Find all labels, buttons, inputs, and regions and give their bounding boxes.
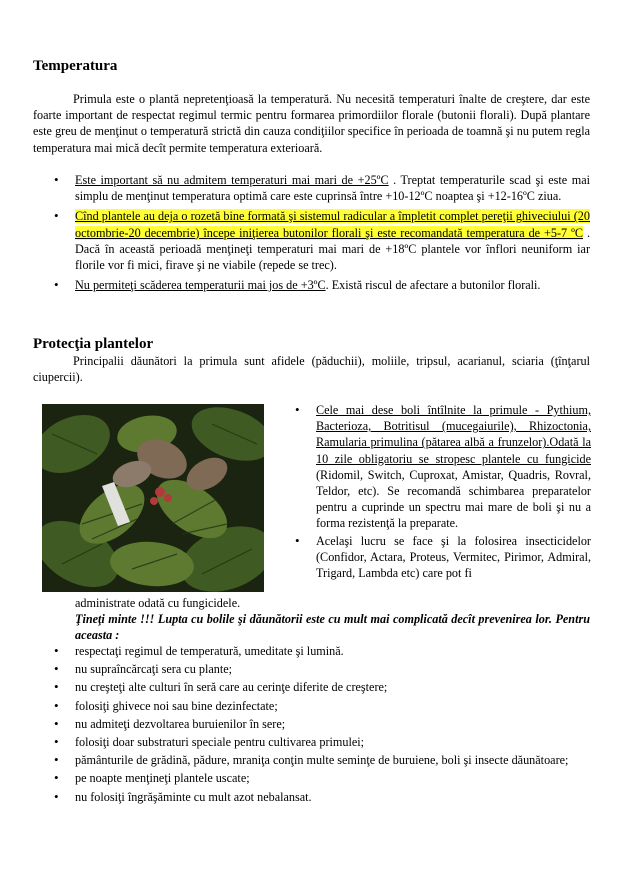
list-item: • Acelaşi lucru se face şi la folosirea insecticidelor (Confidor, Actara, Proteus, Vermitec, Pirimor, Admiral, Trigard, Lambda etc) care pot fi	[316, 533, 591, 582]
list-item: • Cele mai dese boli întîlnite la primule - Pythium, Bacterioza, Botritisul (mucegaiurile), Rhizoctonia, Ramularia primulina (pătarea albă a frunzelor).Odată la 10 zile obligatoriu se stropesc plantele cu fungicide (Ridomil, Switch, Cuproxat, Amistar, Quadris, Rovral, Teldor, etc). Se recomandă schimbarea preparatelor pentru a cuprinde un spectru mai mare de boli şi nu a forma rezistenţă la preparate.	[316, 402, 591, 532]
list-item: • nu admiteţi dezvoltarea buruienilor în sere;	[75, 716, 590, 732]
insecticide-continuation: administrate odată cu fungicidele.	[75, 596, 241, 610]
section-heading-protectia: Protecţia plantelor	[33, 336, 154, 352]
primula-plant-photo	[42, 404, 264, 592]
list-item: • folosiţi doar substraturi speciale pentru cultivarea primulei;	[75, 734, 590, 750]
section-heading-temperatura: Temperatura	[33, 58, 118, 74]
list-item: • pământurile de grădină, pădure, mraniţa conţin multe seminţe de buruiene, boli şi insecte dăunătoare;	[75, 752, 590, 768]
primula-plant-image	[42, 404, 264, 592]
list-item: • Nu permiteţi scăderea temperaturii mai jos de +3ºC. Există riscul de afectare a butonilor florali.	[75, 277, 590, 293]
list-item: • Cînd plantele au deja o rozetă bine formată şi sistemul radicular a împletit complet pereţii ghiveciului (20 octombrie-20 decembrie) începe iniţierea butonilor florali şi este recomandată temperatura de +5-7 ºC . Dacă în această perioadă menţineţi temperaturi mai mari de +18ºC plantele vor înflori neuniform iar florile vor fi mici, firave şi ne viabile (repede se trec).	[75, 208, 590, 273]
list-item: • Este important să nu admitem temperaturi mai mari de +25ºC . Treptat temperaturile scad şi este mai simplu de menţinut temperatura optimă care este cuprinsă între +10-12ºC noaptea şi +12-16ºC ziua.	[75, 172, 590, 204]
important-note: Ţineţi minte !!! Lupta cu bolile şi dăunătorii este cu mult mai complicată decît prevenirea lor. Pentru aceasta :	[75, 612, 590, 643]
protection-intro-paragraph: Principalii dăunători la primula sunt afidele (păduchii), moliile, tripsul, acarianul, sciaria (ţînţarul ciupercii).	[33, 354, 590, 385]
temperature-intro-paragraph: Primula este o plantă nepretenţioasă la temperatură. Nu necesită temperaturi înalte de creştere, dar este foarte important de respectat regimul termic pentru formarea primordiilor florale (butonii florali). După plantare este greu de menţinut o temperatură strictă din cauza condiţiilor specifice în perioada de toamnă şi nu putem regla temperatura mai mică decît permite temperatura exterioară.	[33, 92, 590, 155]
list-item: • nu folosiţi îngrăşăminte cu mult azot nebalansat.	[75, 789, 590, 805]
list-item: • nu supraîncărcaţi sera cu plante;	[75, 661, 590, 677]
prevention-list	[75, 643, 590, 805]
list-item: • nu creşteţi alte culturi în seră care au cerinţe diferite de creştere;	[75, 679, 590, 695]
temperature-bullet-list	[75, 172, 590, 293]
list-item: • pe noapte menţineţi plantele uscate;	[75, 770, 590, 786]
list-item: • folosiţi ghivece noi sau bine dezinfectate;	[75, 698, 590, 714]
list-item: • respectaţi regimul de temperatură, umeditate şi lumină.	[75, 643, 590, 659]
disease-bullet-list	[316, 402, 591, 581]
highlighted-text: Cînd plantele au deja o rozetă bine formată şi sistemul radicular a împletit complet pereţii ghiveciului (20 octombrie-20 decembrie) începe iniţierea butonilor florali şi este recomandată temperatura de +5-7 ºC	[75, 209, 590, 240]
